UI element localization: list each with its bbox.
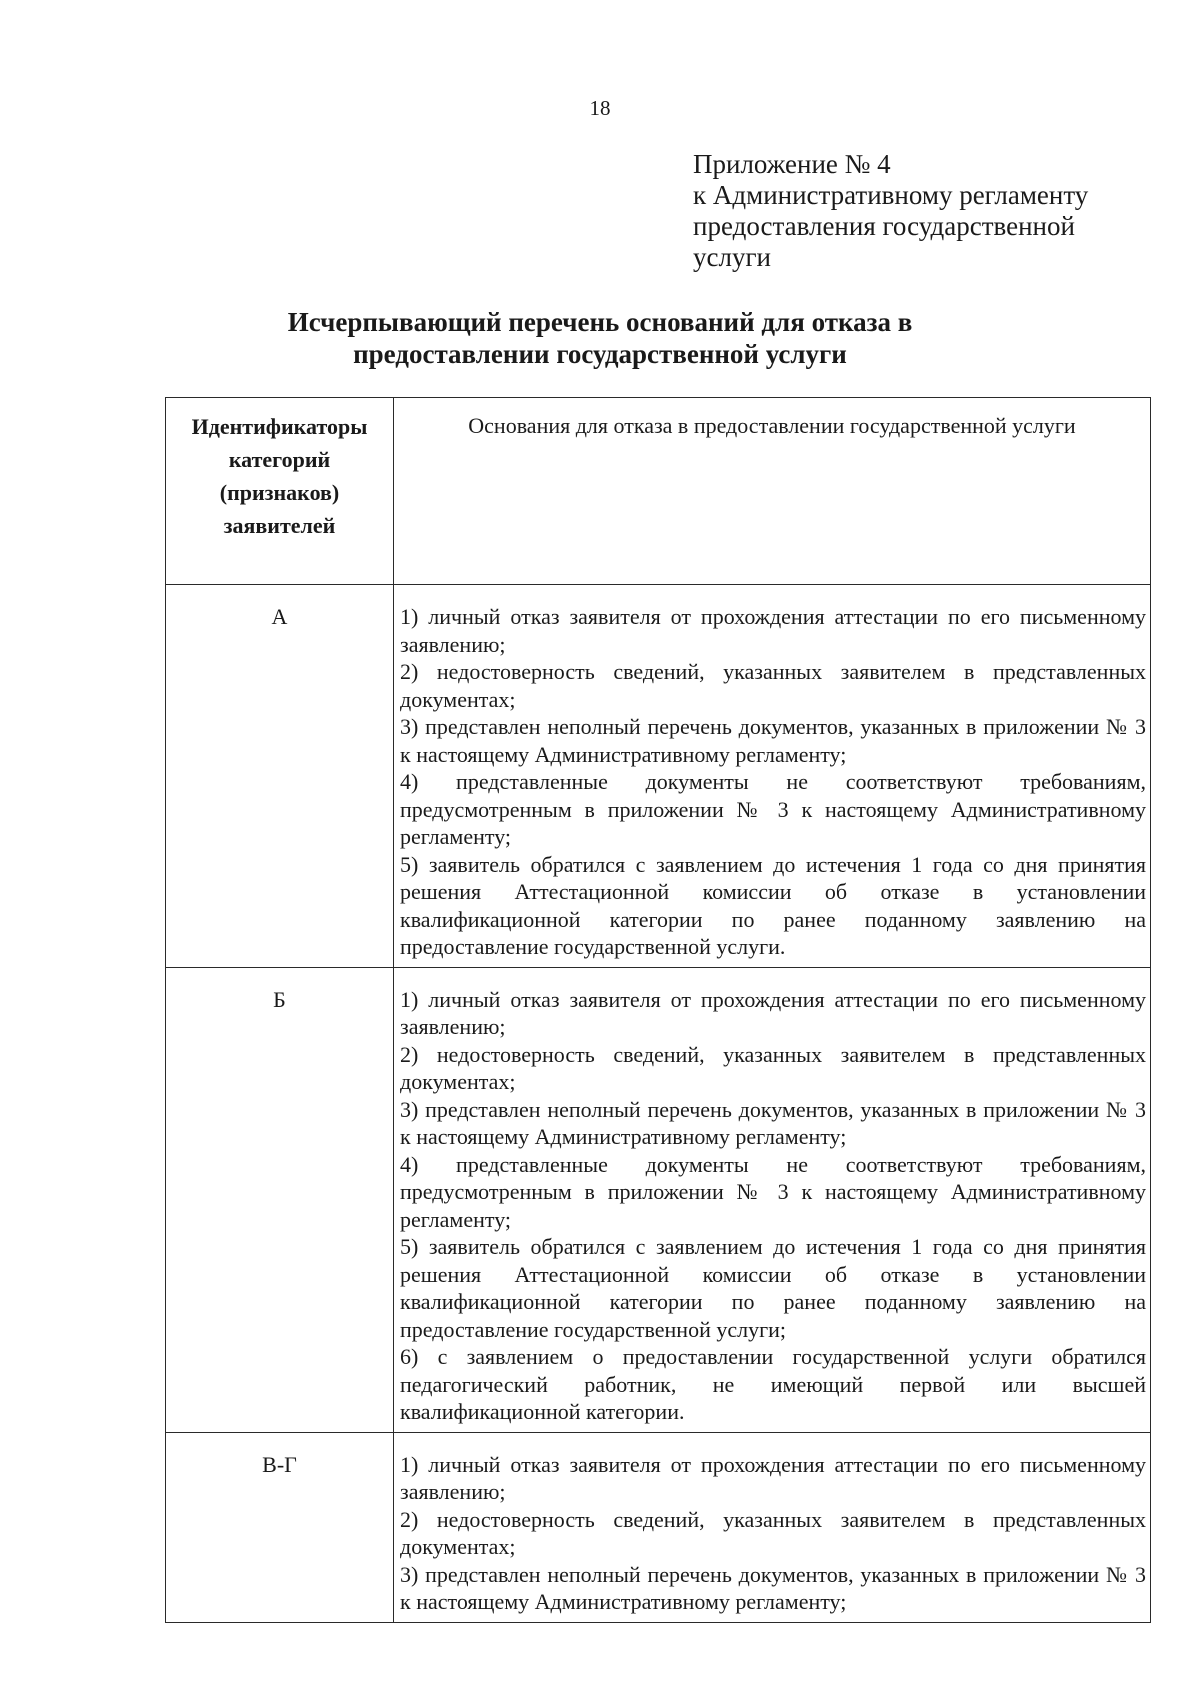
category-cell: В-Г bbox=[166, 1432, 394, 1622]
table-row bbox=[166, 585, 1151, 968]
header-identifiers-line: заявителей bbox=[223, 513, 336, 538]
appendix-reference bbox=[693, 149, 1163, 273]
grounds-cell bbox=[394, 1432, 1151, 1622]
document-title-line: предоставлении государственной услуги bbox=[353, 339, 847, 369]
grounds-cell bbox=[394, 585, 1151, 968]
appendix-line: предоставления государственной bbox=[693, 211, 1075, 241]
table-header-row bbox=[166, 398, 1151, 585]
ground-item: 3) представлен неполный перечень документов, указанных в приложении № 3 к настоящему Административному регламенту; bbox=[400, 714, 1146, 767]
category-cell: А bbox=[166, 585, 394, 968]
ground-item: 1) личный отказ заявителя от прохождения аттестации по его письменному заявлению; bbox=[400, 1451, 1146, 1504]
header-grounds: Основания для отказа в предоставлении государственной услуги bbox=[394, 398, 1151, 585]
appendix-line: Приложение № 4 bbox=[693, 149, 891, 179]
ground-item: 3) представлен неполный перечень документов, указанных в приложении № 3 к настоящему Административному регламенту; bbox=[400, 1096, 1146, 1149]
header-identifiers bbox=[166, 398, 394, 585]
document-title bbox=[0, 306, 1200, 370]
ground-item: 4) представленные документы не соответствуют требованиям, предусмотренным в приложении № 3 к настоящему Административному регламенту; bbox=[400, 769, 1146, 849]
table-row bbox=[166, 1432, 1151, 1622]
ground-item: 3) представлен неполный перечень документов, указанных в приложении № 3 к настоящему Административному регламенту; bbox=[400, 1561, 1146, 1614]
ground-item: 2) недостоверность сведений, указанных заявителем в представленных документах; bbox=[400, 1041, 1146, 1094]
page-number: 18 bbox=[589, 96, 611, 120]
table-row bbox=[166, 967, 1151, 1432]
appendix-line: к Административному регламенту bbox=[693, 180, 1089, 210]
ground-item: 2) недостоверность сведений, указанных заявителем в представленных документах; bbox=[400, 1506, 1146, 1559]
header-identifiers-line: категорий bbox=[228, 447, 331, 472]
header-identifiers-line: (признаков) bbox=[219, 480, 340, 505]
header-identifiers-line: Идентификаторы bbox=[191, 414, 368, 439]
ground-item: 1) личный отказ заявителя от прохождения аттестации по его письменному заявлению; bbox=[400, 604, 1146, 657]
ground-item: 6) с заявлением о предоставлении государственной услуги обратился педагогический работник, не имеющий первой или высшей квалификационной категории. bbox=[400, 1344, 1146, 1424]
document-title-line: Исчерпывающий перечень оснований для отказа в bbox=[287, 307, 913, 337]
ground-item: 4) представленные документы не соответствуют требованиям, предусмотренным в приложении № 3 к настоящему Административному регламенту; bbox=[400, 1151, 1146, 1232]
category-cell: Б bbox=[166, 967, 394, 1432]
ground-item: 1) личный отказ заявителя от прохождения аттестации по его письменному заявлению; bbox=[400, 986, 1146, 1039]
refusal-grounds-table bbox=[165, 397, 1151, 1623]
ground-item: 5) заявитель обратился с заявлением до истечения 1 года со дня принятия решения Аттестационной комиссии об отказе в установлении квалификационной категории по ранее поданному заявлению на предоставление государственной услуги; bbox=[400, 1234, 1146, 1342]
ground-item: 5) заявитель обратился с заявлением до истечения 1 года со дня принятия решения Аттестационной комиссии об отказе в установлении квалификационной категории по ранее поданному заявлению на предоставление государственной услуги. bbox=[400, 851, 1146, 959]
appendix-line: услуги bbox=[693, 242, 771, 272]
grounds-cell bbox=[394, 967, 1151, 1432]
ground-item: 2) недостоверность сведений, указанных заявителем в представленных документах; bbox=[400, 659, 1146, 712]
